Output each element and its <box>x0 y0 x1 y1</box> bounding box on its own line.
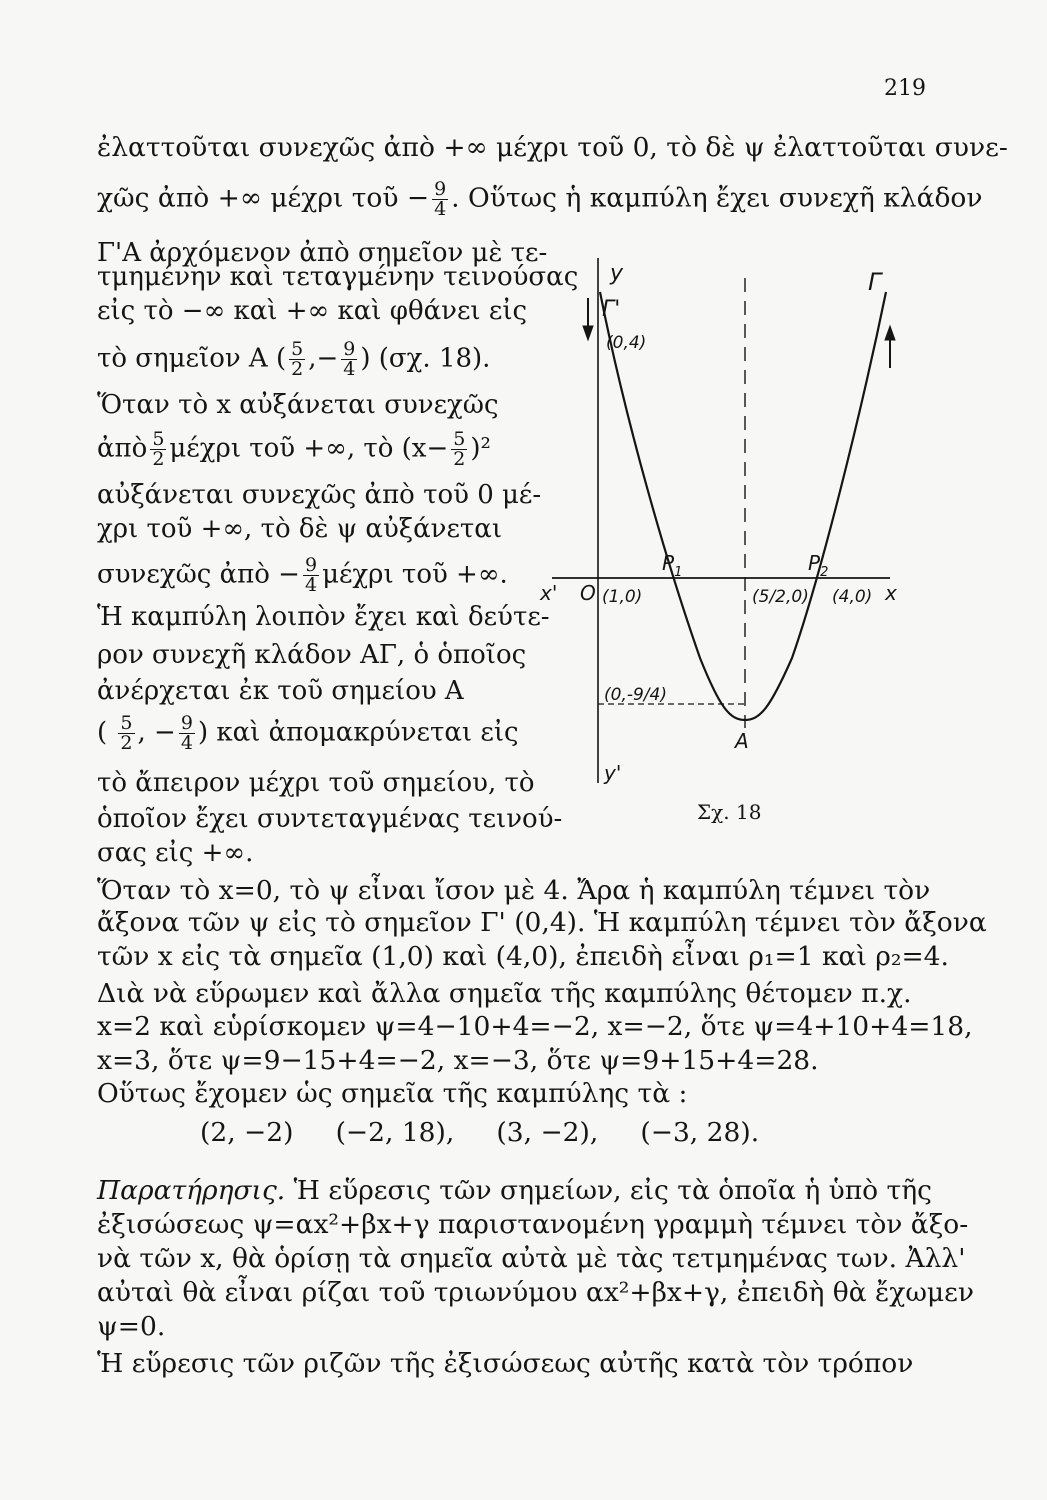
text-line-1: ἐλαττοῦται συνεχῶς ἀπὸ +∞ μέχρι τοῦ 0, τὸ δὲ ψ ἐλαττοῦται συνε- <box>97 132 1008 163</box>
numerator: 5 <box>453 428 466 450</box>
denominator: 4 <box>304 574 318 596</box>
text-line-8c: )² <box>470 433 491 464</box>
p1-sub: 1 <box>674 565 683 580</box>
page-number: 219 <box>884 76 926 101</box>
text-line-32: Ἡ εὕρεσις τῶν ριζῶν τῆς ἐξισώσεως αὐτῆς κατὰ τὸν τρόπον <box>97 1348 914 1379</box>
denominator: 4 <box>180 732 193 754</box>
remark-heading: Παρατήρησις. <box>97 1175 286 1206</box>
numerator: 5 <box>120 712 133 734</box>
text-line-11 <box>97 556 508 595</box>
label-origin: O <box>580 581 596 605</box>
text-line-23: x=2 καὶ εὑρίσκομεν ψ=4−10+4=−2, x=−2, ὅτε ψ=4+10+4=18, <box>97 1011 973 1042</box>
p1-letter: P <box>662 551 675 575</box>
label-gamma-prime: Γ' <box>602 297 621 322</box>
label-point-0-4: (0,4) <box>606 333 647 353</box>
text-line-8 <box>97 430 491 469</box>
p2-sub: 2 <box>820 565 829 580</box>
p2-letter: P <box>808 551 821 575</box>
text-line-6: τὸ σημεῖον Α ( $\frac{5}{2}$ ,− $\frac{9}{4}$ ) (σχ. 18). <box>97 338 491 380</box>
parabola-curve <box>600 292 886 720</box>
text-line-27b: Ἡ εὕρεσις τῶν σημείων, εἰς τὰ ὁποῖα ἡ ὑπὸ τῆς <box>285 1175 932 1206</box>
text-line-4: τμημένην καὶ τεταγμένην τεινούσας <box>97 262 579 292</box>
text-line-30: αὐταὶ θὰ εἶναι ρίζαι τοῦ τριωνύμου αx²+βx+γ, ἐπειδὴ θὰ ἔχωμεν <box>97 1277 974 1308</box>
text-line-2b: . Οὕτως ἡ καμπύλη ἔχει συνεχῆ κλάδον <box>451 182 983 214</box>
fraction-nine-quarters <box>341 340 357 379</box>
label-x-neg: x' <box>540 581 558 605</box>
denominator: 4 <box>434 198 447 220</box>
numerator: 9 <box>434 178 447 200</box>
text-line-5: εἰς τὸ −∞ καὶ +∞ καὶ φθάνει εἰς <box>97 296 528 326</box>
text-line-15: ( $\frac{5}{2}$ , − $\frac{9}{4}$ ) καὶ ἀπομακρύνεται εἰς <box>97 712 519 754</box>
label-vertex-coords: (0,-9/4) <box>604 685 667 705</box>
numerator: 5 <box>152 428 165 450</box>
text-line-8a: ἀπὸ <box>97 433 148 464</box>
denominator: 2 <box>120 732 133 754</box>
text-line-29: νὰ τῶν x, θὰ ὁρίσῃ τὰ σημεῖα αὐτὰ μὲ τὰς τετμημένας των. Ἀλλ' <box>97 1243 966 1274</box>
text-line-2a: χῶς ἀπὸ +∞ μέχρι τοῦ − <box>97 182 430 214</box>
text-line-11b: μέχρι τοῦ +∞. <box>322 559 508 590</box>
text-line-6b: ) (σχ. 18). <box>360 343 491 374</box>
text-line-31: ψ=0. <box>97 1311 166 1342</box>
arrow-head-right <box>885 326 895 340</box>
figure-caption: Σχ. 18 <box>697 800 762 824</box>
fraction-five-halves <box>150 430 166 469</box>
text-line-28: ἐξισώσεως ψ=αx²+βx+γ παριστανομένη γραμμὴ τέμνει τὸν ἄξο- <box>97 1209 969 1240</box>
text-line-26: (2, −2) (−2, 18), (3, −2), (−3, 28). <box>200 1117 760 1148</box>
label-point-4-0: (4,0) <box>832 587 873 607</box>
text-line-15b: ) καὶ ἀπομακρύνεται εἰς <box>197 717 519 748</box>
text-line-6a: τὸ σημεῖον Α ( <box>97 343 287 374</box>
label-a-vertex: A <box>735 729 749 753</box>
label-gamma: Γ <box>868 268 882 296</box>
text-line-11a: συνεχῶς ἀπὸ − <box>97 559 300 590</box>
text-line-14: ἀνέρχεται ἐκ τοῦ σημείου Α <box>97 676 464 706</box>
text-line-22: Διὰ νὰ εὕρωμεν καὶ ἄλλα σημεῖα τῆς καμπύλης θέτομεν π.χ. <box>97 978 912 1009</box>
label-y: y <box>610 261 624 286</box>
text-line-16: τὸ ἄπειρον μέχρι τοῦ σημείου, τὸ <box>97 768 535 798</box>
text-line-19: Ὅταν τὸ x=0, τὸ ψ εἶναι ἴσον μὲ 4. Ἄρα ἡ καμπύλη τέμνει τὸν <box>97 875 931 906</box>
text-line-7: Ὅταν τὸ x αὐξάνεται συνεχῶς <box>97 390 499 420</box>
arrow-head-left <box>583 326 593 340</box>
fraction-nine-quarters <box>303 556 319 595</box>
text-line-10: χρι τοῦ +∞, τὸ δὲ ψ αὐξάνεται <box>97 514 503 544</box>
numerator: 9 <box>180 712 193 734</box>
denominator: 2 <box>152 448 165 470</box>
denominator: 2 <box>291 358 304 380</box>
label-y-neg: y' <box>604 761 622 785</box>
parabola-figure <box>530 258 920 798</box>
text-line-20: ἄξονα τῶν ψ εἰς τὸ σημεῖον Γ' (0,4). Ἡ καμπύλη τέμνει τὸν ἄξονα <box>97 907 987 938</box>
text-line-17: ὁποῖον ἔχει συντεταγμένας τεινού- <box>97 804 563 834</box>
label-point-5-2-0: (5/2,0) <box>752 587 809 607</box>
fraction-nine-quarters <box>179 714 195 753</box>
label-x: x <box>885 581 897 605</box>
text-line-12: Ἡ καμπύλη λοιπὸν ἔχει καὶ δεύτε- <box>97 602 550 632</box>
denominator: 2 <box>453 448 466 470</box>
fraction-nine-quarters <box>432 180 448 219</box>
label-point-1-0: (1,0) <box>602 587 643 607</box>
denominator: 4 <box>343 358 356 380</box>
text-line-21: τῶν x εἰς τὰ σημεῖα (1,0) καὶ (4,0), ἐπειδὴ εἶναι ρ₁=1 καὶ ρ₂=4. <box>97 941 949 972</box>
text-line-13: ρον συνεχῆ κλάδον ΑΓ, ὁ ὁποῖος <box>97 640 527 670</box>
text-line-24: x=3, ὅτε ψ=9−15+4=−2, x=−3, ὅτε ψ=9+15+4=28. <box>97 1045 819 1076</box>
text-line-2 <box>97 180 982 219</box>
text-line-9: αὐξάνεται συνεχῶς ἀπὸ τοῦ 0 μέ- <box>97 480 542 510</box>
fraction-five-halves <box>118 714 134 753</box>
numerator: 9 <box>343 338 356 360</box>
text-line-25: Οὕτως ἔχομεν ὡς σημεῖα τῆς καμπύλης τὰ : <box>97 1078 688 1109</box>
fraction-five-halves <box>451 430 467 469</box>
text-line-18: σας εἰς +∞. <box>97 838 254 868</box>
numerator: 9 <box>304 554 318 576</box>
text-line-3: Γ'Α ἀρχόμενον ἀπὸ σημεῖον μὲ τε- <box>97 238 548 268</box>
fraction-five-halves <box>289 340 305 379</box>
text-line-27 <box>97 1174 932 1208</box>
text-line-8b: μέχρι τοῦ +∞, τὸ (x− <box>169 433 449 464</box>
numerator: 5 <box>291 338 304 360</box>
